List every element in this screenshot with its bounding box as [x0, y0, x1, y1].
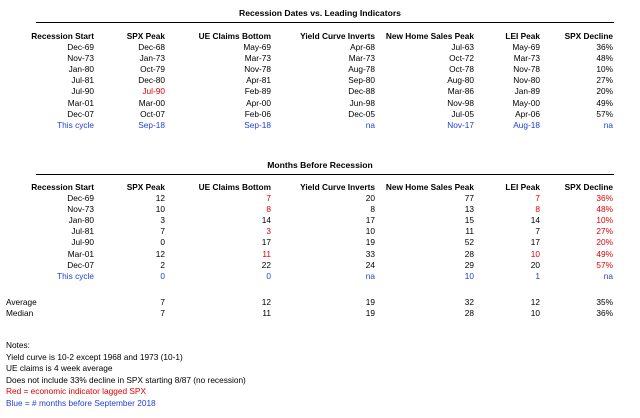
table1-header-recession-start: Recession Start: [31, 31, 94, 41]
table2-cell-ue-claims-bottom: 8: [266, 204, 271, 215]
table1-cell-spx-peak: Dec-68: [138, 42, 165, 52]
table2-summary-cell-recession-start: Average: [6, 297, 37, 307]
table1-cell-yield-curve-inverts: Mar-73: [348, 53, 375, 64]
table1-row: [0, 75, 640, 86]
table2-cell-spx-decline: 36%: [596, 193, 613, 203]
table1-cell-new-home-sales-peak: Jul-63: [451, 42, 474, 52]
table2-row: [0, 271, 640, 282]
table1-cell-lei-peak: Apr-06: [515, 108, 540, 119]
table2-cell-lei-peak: 10: [530, 248, 540, 259]
table1-row: [0, 53, 640, 64]
table2-cell-spx-decline: 49%: [596, 248, 613, 259]
table1-cell-ue-claims-bottom: Sep-18: [244, 119, 271, 130]
table2-cell-new-home-sales-peak: 15: [464, 215, 474, 226]
table1-header-yield-curve-inverts: Yield Curve Inverts: [300, 31, 375, 41]
table2-cell-spx-peak: 10: [155, 204, 165, 215]
table1-cell-new-home-sales-peak: Aug-80: [447, 75, 474, 86]
table2-row: [0, 226, 640, 237]
table1-cell-lei-peak: May-69: [512, 42, 540, 52]
table2-summary-cell-ue-claims-bottom: 11: [262, 308, 271, 319]
table1-cell-ue-claims-bottom: Mar-73: [244, 53, 271, 64]
table2-cell-recession-start: Mar-01: [67, 248, 94, 259]
table2-cell-new-home-sales-peak: 11: [465, 226, 474, 237]
table1-cell-ue-claims-bottom: May-69: [243, 42, 271, 52]
table1-cell-spx-decline: 27%: [596, 75, 613, 86]
table1-cell-recession-start: Dec-69: [67, 42, 94, 52]
table2-summary-row: [0, 297, 640, 308]
table2-cell-spx-peak: 12: [155, 248, 165, 259]
table1-cell-spx-peak: Dec-80: [138, 75, 165, 86]
table2-cell-spx-peak: 0: [160, 270, 165, 281]
table2-cell-lei-peak: 7: [535, 226, 540, 237]
table1-cell-spx-peak: Mar-00: [138, 97, 165, 108]
table2-header-spx-peak: SPX Peak: [126, 182, 165, 192]
table1-cell-spx-decline: na: [603, 119, 613, 130]
table1-cell-recession-start: Nov-73: [67, 53, 94, 64]
table2-cell-lei-peak: 14: [530, 215, 540, 226]
notes-section: [6, 340, 246, 410]
table2-summary-cell-lei-peak: 12: [530, 297, 540, 307]
table1-row: [0, 42, 640, 53]
table2-summary-cell-lei-peak: 10: [530, 308, 540, 319]
table2-cell-spx-peak: 2: [160, 259, 165, 270]
table2-cell-ue-claims-bottom: 14: [261, 215, 271, 226]
table2-cell-spx-peak: 7: [160, 226, 165, 237]
table2-title: Months Before Recession: [267, 160, 373, 170]
table1-cell-lei-peak: Nov-80: [513, 75, 540, 86]
table2-header-ue-claims-bottom: UE Claims Bottom: [198, 182, 271, 192]
table2-row: [0, 204, 640, 215]
table1-cell-recession-start: This cycle: [57, 119, 94, 130]
table1-row: [0, 64, 640, 75]
table1-cell-spx-decline: 36%: [596, 42, 613, 52]
table2-cell-yield-curve-inverts: 24: [365, 259, 375, 270]
table2-cell-lei-peak: 8: [535, 204, 540, 215]
table1-cell-ue-claims-bottom: Apr-00: [246, 97, 271, 108]
table2-cell-spx-peak: 12: [155, 193, 165, 203]
table2-summary-cell-ue-claims-bottom: 12: [261, 297, 271, 307]
table1-cell-yield-curve-inverts: Apr-68: [350, 42, 375, 52]
table2-header-new-home-sales-peak: New Home Sales Peak: [385, 182, 474, 192]
table2-cell-recession-start: Jul-81: [71, 226, 94, 237]
table1-cell-yield-curve-inverts: Sep-80: [348, 75, 375, 86]
table2-summary-cell-new-home-sales-peak: 28: [464, 308, 474, 319]
table2-cell-yield-curve-inverts: na: [365, 270, 375, 281]
table2-cell-spx-peak: 0: [160, 237, 165, 248]
table2-cell-ue-claims-bottom: 17: [261, 237, 271, 248]
table2-summary-row: [0, 308, 640, 319]
table2-cell-recession-start: This cycle: [57, 270, 94, 281]
note-line: Yield curve is 10-2 except 1968 and 1973 (10-1): [6, 351, 183, 362]
table2-cell-spx-decline: na: [603, 270, 613, 281]
table2-cell-ue-claims-bottom: 3: [266, 226, 271, 237]
table2-summary-cell-spx-peak: 7: [160, 308, 165, 319]
table1-cell-lei-peak: Aug-18: [513, 119, 540, 130]
table2-cell-yield-curve-inverts: 17: [365, 215, 375, 226]
table1-cell-recession-start: Jul-81: [71, 75, 94, 86]
notes-heading: Notes:: [6, 340, 30, 350]
table2-header-spx-decline: SPX Decline: [564, 182, 613, 192]
table2-cell-spx-decline: 20%: [596, 237, 613, 248]
table1-row: [0, 98, 640, 109]
table2-row: [0, 237, 640, 248]
table2-cell-lei-peak: 7: [535, 193, 540, 203]
table1-cell-spx-peak: Oct-79: [140, 64, 165, 75]
table2-row: [0, 249, 640, 260]
table1-cell-spx-peak: Jul-90: [142, 86, 165, 97]
table2-cell-spx-peak: 3: [160, 215, 165, 226]
table1-cell-ue-claims-bottom: Feb-89: [244, 86, 271, 97]
table1-cell-spx-decline: 49%: [596, 97, 613, 108]
table1-cell-spx-decline: 20%: [596, 86, 613, 97]
table1-cell-yield-curve-inverts: na: [365, 119, 375, 130]
table2-cell-recession-start: Jan-80: [68, 215, 94, 226]
table2-cell-new-home-sales-peak: 29: [464, 259, 474, 270]
table1-cell-ue-claims-bottom: Apr-81: [246, 75, 271, 86]
table2-cell-new-home-sales-peak: 28: [464, 248, 474, 259]
table1-cell-recession-start: Dec-07: [67, 108, 94, 119]
table1-header-row: [0, 31, 640, 42]
table1-cell-new-home-sales-peak: Mar-86: [447, 86, 474, 97]
table1-header-ue-claims-bottom: UE Claims Bottom: [198, 31, 271, 41]
table2-cell-yield-curve-inverts: 8: [370, 204, 375, 215]
table1-cell-recession-start: Jul-90: [71, 86, 94, 97]
table1-cell-new-home-sales-peak: Oct-72: [449, 53, 474, 64]
table1-row: [0, 120, 640, 131]
table2-summary-cell-yield-curve-inverts: 19: [365, 297, 375, 307]
table2-cell-new-home-sales-peak: 13: [464, 204, 474, 215]
table1-cell-spx-decline: 10%: [596, 64, 613, 75]
table1-cell-new-home-sales-peak: Oct-78: [449, 64, 474, 75]
table2-cell-new-home-sales-peak: 52: [464, 237, 474, 248]
table2-title-rule: [36, 174, 614, 175]
table2-summary-cell-spx-decline: 36%: [596, 308, 613, 319]
note-line: UE claims is 4 week average: [6, 363, 113, 374]
table2-cell-lei-peak: 20: [530, 259, 540, 270]
table2-row: [0, 193, 640, 204]
table2-cell-ue-claims-bottom: 22: [261, 259, 271, 270]
table2-cell-lei-peak: 17: [530, 237, 540, 248]
table2-summary-cell-recession-start: Median: [6, 308, 34, 319]
table1-cell-yield-curve-inverts: Aug-78: [348, 64, 375, 75]
table1-row: [0, 86, 640, 97]
table2-summary-cell-spx-peak: 7: [160, 297, 165, 307]
table1-cell-yield-curve-inverts: Dec-05: [348, 108, 375, 119]
table1-cell-spx-decline: 48%: [596, 53, 613, 64]
table2-header-yield-curve-inverts: Yield Curve Inverts: [300, 182, 375, 192]
table1-cell-lei-peak: Mar-73: [513, 53, 540, 64]
table2-cell-new-home-sales-peak: 77: [464, 193, 474, 203]
table1-header-spx-peak: SPX Peak: [126, 31, 165, 41]
note-red-legend: Red = economic indicator lagged SPX: [6, 386, 146, 397]
table2-summary-cell-yield-curve-inverts: 19: [365, 308, 375, 319]
table2-cell-spx-decline: 57%: [596, 259, 613, 270]
table2-summary-cell-spx-decline: 35%: [596, 297, 613, 307]
table1-cell-lei-peak: Jan-89: [514, 86, 540, 97]
table2-header-recession-start: Recession Start: [31, 182, 94, 192]
note-line: Does not include 33% decline in SPX starting 8/87 (no recession): [6, 374, 246, 385]
table1-cell-yield-curve-inverts: Dec-88: [348, 86, 375, 97]
table1-cell-yield-curve-inverts: Jun-98: [349, 97, 375, 108]
table1-cell-new-home-sales-peak: Nov-98: [447, 97, 474, 108]
table2-cell-recession-start: Jul-90: [71, 237, 94, 248]
table1-cell-lei-peak: Nov-78: [513, 64, 540, 75]
table1-title-rule: [36, 22, 614, 23]
table1-cell-recession-start: Mar-01: [67, 97, 94, 108]
table2-cell-ue-claims-bottom: 7: [266, 193, 271, 203]
table2-cell-spx-decline: 10%: [596, 215, 613, 226]
table2-cell-yield-curve-inverts: 19: [365, 237, 375, 248]
table2-row: [0, 260, 640, 271]
table1-cell-spx-peak: Sep-18: [138, 119, 165, 130]
table2-cell-yield-curve-inverts: 20: [365, 193, 375, 203]
table1-header-spx-decline: SPX Decline: [564, 31, 613, 41]
table1-cell-lei-peak: May-00: [512, 97, 540, 108]
table1-cell-new-home-sales-peak: Jul-05: [451, 108, 474, 119]
table2-cell-ue-claims-bottom: 0: [266, 270, 271, 281]
table2-cell-spx-decline: 48%: [596, 204, 613, 215]
table2-cell-recession-start: Dec-69: [67, 193, 94, 203]
table2-cell-yield-curve-inverts: 10: [365, 226, 375, 237]
table2-cell-new-home-sales-peak: 10: [464, 270, 474, 281]
table2-cell-lei-peak: 1: [535, 270, 540, 281]
table2-row: [0, 215, 640, 226]
table1-cell-recession-start: Jan-80: [68, 64, 94, 75]
table2-cell-ue-claims-bottom: 11: [262, 248, 271, 259]
table2-header-lei-peak: LEI Peak: [505, 182, 540, 192]
table1-cell-new-home-sales-peak: Nov-17: [447, 119, 474, 130]
table2-summary-cell-new-home-sales-peak: 32: [464, 297, 474, 307]
note-blue-legend: Blue = # months before September 2018: [6, 397, 156, 408]
table1-cell-ue-claims-bottom: Feb-06: [244, 108, 271, 119]
table1-cell-spx-decline: 57%: [596, 108, 613, 119]
table1-cell-ue-claims-bottom: Nov-78: [244, 64, 271, 75]
table1-header-lei-peak: LEI Peak: [505, 31, 540, 41]
table2-cell-yield-curve-inverts: 33: [365, 248, 375, 259]
table1-cell-spx-peak: Oct-07: [140, 108, 165, 119]
table2-cell-recession-start: Dec-07: [67, 259, 94, 270]
table2-cell-recession-start: Nov-73: [67, 204, 94, 215]
table1-cell-spx-peak: Jan-73: [139, 53, 165, 64]
table1-header-new-home-sales-peak: New Home Sales Peak: [385, 31, 474, 41]
table2-cell-spx-decline: 27%: [596, 226, 613, 237]
table1-row: [0, 109, 640, 120]
table1-title: Recession Dates vs. Leading Indicators: [239, 8, 401, 18]
table2-header-row: [0, 182, 640, 193]
